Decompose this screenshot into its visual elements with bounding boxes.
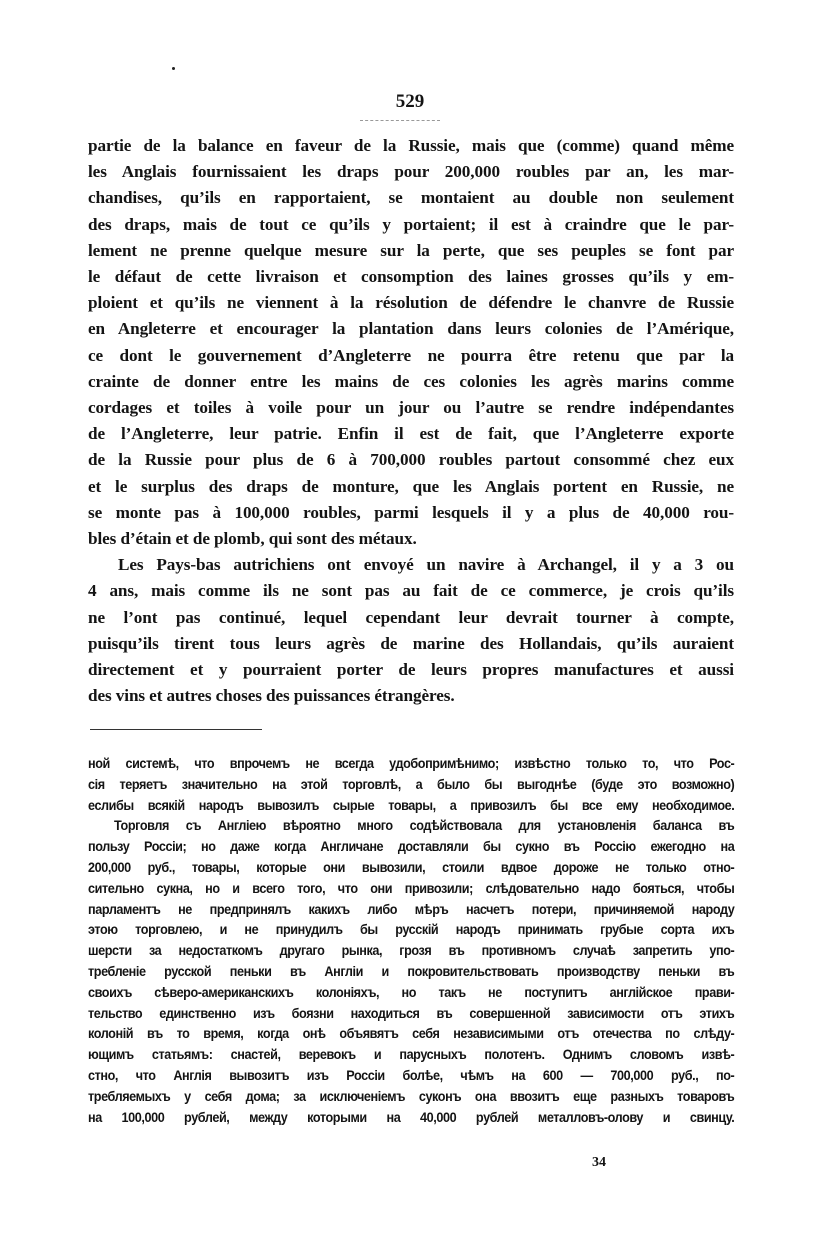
text-line: et le surplus des draps de monture, que les Anglais portent en Russie, ne — [88, 476, 734, 496]
text-line: chandises, qu’ils en rapportaient, se montaient au double non seulement — [88, 188, 734, 208]
footnote-line: шерсти за недостаткомъ другаго рынка, грозя въ противномъ случаѣ запретить упо- — [88, 943, 735, 959]
text-line: bles d’étain et de plomb, qui sont des métaux. — [88, 529, 417, 549]
footnote-text — [88, 754, 735, 1128]
page-number-underline — [360, 120, 440, 121]
text-line: des vins et autres choses des puissances étrangères. — [88, 686, 455, 706]
text-line: ce dont le gouvernement d’Angleterre ne pourra être retenu que par la — [88, 345, 734, 365]
footnote-separator — [90, 729, 262, 730]
footnote-line: этою торговлею, и не принудилъ бы русскій народъ принимать грубые сорта ихъ — [88, 922, 735, 938]
footnote-line: сительно сукна, но и всего того, что они привозили; слѣдовательно надо бояться, чтобы — [88, 880, 735, 896]
footnote-line: требляемыхъ у себя дома; за исключеніемъ суконъ она ввозитъ еще разныхъ товаровъ — [88, 1088, 735, 1104]
footnote-line: парламентъ не предпринялъ какихъ либо мѣръ насчетъ потери, причиняемой народу — [88, 901, 735, 917]
text-line: ne l’ont pas continué, lequel cependant leur devrait tourner à compte, — [88, 607, 734, 627]
text-line: 4 ans, mais comme ils ne sont pas au fait de ce commerce, je crois qu’ils — [88, 581, 734, 601]
printer-signature-mark: 34 — [592, 1155, 606, 1170]
footnote-paragraph-1 — [88, 754, 734, 816]
text-line: partie de la balance en faveur de la Russie, mais que (comme) quand même — [88, 136, 734, 155]
footnote-line: колоній въ то время, когда онѣ объявятъ себя независимыми отъ отечества по слѣду- — [88, 1026, 735, 1042]
text-line: des draps, mais de tout ce qu’ils y portaient; il est à craindre que le par- — [88, 214, 734, 234]
text-line: puisqu’ils tirent tous leurs agrès de marine des Hollandais, qu’ils auraient — [88, 633, 734, 653]
footnote-line: еслибы всякій народъ вывозилъ сырые товары, а привозилъ бы все ему необходимое. — [88, 797, 735, 813]
footnote-line: ющимъ статьямъ: снастей, веревокъ и парусныхъ полотенъ. Однимъ словомъ извѣ- — [88, 1047, 735, 1063]
text-line: Les Pays-bas autrichiens ont envoyé un navire à Archangel, il y a 3 ou — [118, 555, 734, 575]
paragraph-1 — [88, 133, 734, 552]
footnote-line: 200,000 руб., товары, которые они вывозили, стоили вдвое дороже не только отно- — [88, 859, 735, 875]
text-line: lement ne prenne quelque mesure sur la perte, que ses peuples se font par — [88, 240, 734, 260]
footnote-line: требленіе русской пеньки въ Англіи и покровительствовать производству пеньки въ — [88, 963, 735, 979]
page-number: 529 — [395, 91, 425, 112]
footnote-line: пользу Россіи; но даже когда Англичане доставляли бы сукно въ Россію ежегодно на — [88, 839, 735, 855]
footnote-line: на 100,000 рублей, между которыми на 40,000 рублей металловъ-олову и свинцу. — [88, 1109, 735, 1125]
text-line: crainte de donner entre les mains de ces colonies les agrès marins comme — [88, 371, 734, 391]
footnote-line: Торговля съ Англіею вѣроятно много содѣйствовала для установленія баланса въ — [114, 818, 735, 834]
text-line: de la Russie pour plus de 6 à 700,000 roubles partout consommé chez eux — [88, 450, 734, 470]
footnote-line: тельство единственно изъ боязни находиться въ совершенной зависимости отъ этихъ — [88, 1005, 735, 1021]
text-line: cordages et toiles à voile pour un jour ou l’autre se rendre indépendantes — [88, 398, 734, 418]
footnote-line: ной системѣ, что впрочемъ не всегда удобопримѣнимо; извѣстно только то, что Рос- — [88, 756, 735, 771]
footnote-line: сія теряетъ значительно на этой торговлѣ, а было бы выгоднѣе (буде это возможно) — [88, 776, 735, 792]
main-body-text — [88, 133, 734, 709]
text-line: en Angleterre et encourager la plantation dans leurs colonies de l’Amérique, — [88, 319, 734, 339]
text-line: le défaut de cette livraison et consomption des laines grosses qu’ils y em- — [88, 267, 734, 287]
footnote-line: своихъ сѣверо-американскихъ колоніяхъ, но такъ не поступитъ англійское прави- — [88, 984, 735, 1000]
text-line: ploient et qu’ils ne viennent à la résolution de défendre le chanvre de Russie — [88, 293, 734, 313]
text-line: se monte pas à 100,000 roubles, parmi lesquels il y a plus de 40,000 rou- — [88, 502, 734, 522]
paragraph-2 — [88, 552, 734, 709]
stray-ink-dot — [172, 67, 175, 70]
text-line: les Anglais fournissaient les draps pour 200,000 roubles par an, les mar- — [88, 162, 734, 182]
footnote-paragraph-2 — [88, 816, 734, 1128]
text-line: directement et y pourraient porter de leurs propres manufactures et aussi — [88, 660, 734, 680]
text-line: de l’Angleterre, leur patrie. Enfin il est de fait, que l’Angleterre exporte — [88, 424, 734, 444]
footnote-line: стно, что Англія вывозитъ изъ Россіи болѣе, чѣмъ на 600 — 700,000 руб., по- — [88, 1067, 735, 1083]
